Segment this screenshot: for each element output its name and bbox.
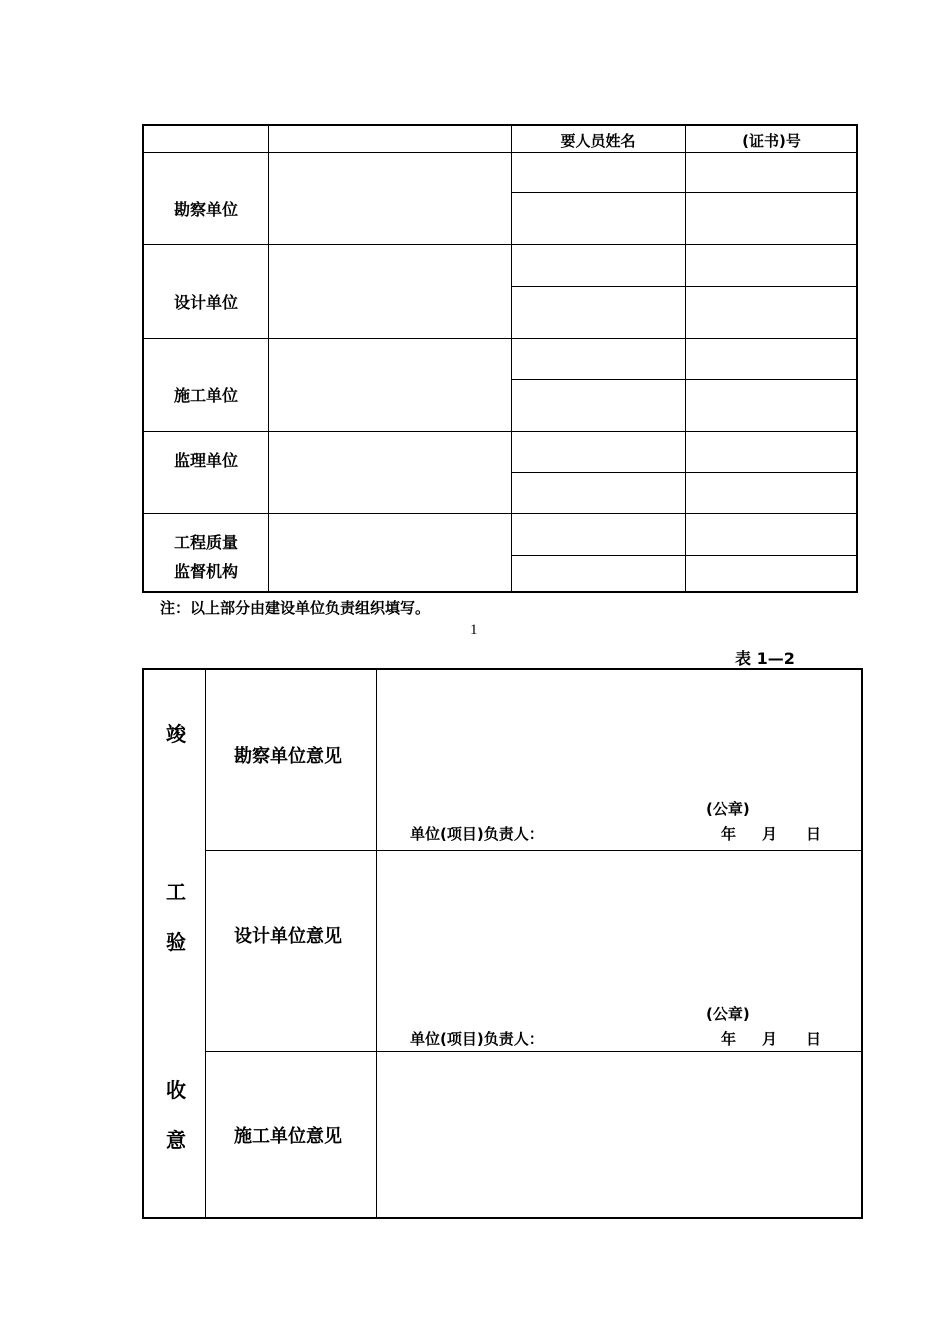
year-label: 年 xyxy=(721,1030,737,1048)
responsible-person-label: 单位(项目)负责人： xyxy=(410,825,544,843)
page-number: 1 xyxy=(470,622,478,638)
col-divider xyxy=(685,126,686,591)
month-label: 月 xyxy=(762,825,778,843)
day-label: 日 xyxy=(806,825,822,843)
survey-opinion-label: 勘察单位意见 xyxy=(234,746,342,767)
unit-survey: 勘察单位 xyxy=(173,200,238,219)
unit-quality-line2: 监督机构 xyxy=(173,562,238,581)
row-divider xyxy=(205,1051,861,1052)
unit-construction: 施工单位 xyxy=(173,386,238,405)
row-divider xyxy=(144,513,856,514)
seal-label: (公章) xyxy=(706,1005,750,1023)
row-divider xyxy=(144,152,856,153)
row-divider xyxy=(205,850,861,851)
side-char-1: 竣 xyxy=(166,722,186,746)
side-char-3: 验 xyxy=(166,930,186,954)
subrow-divider xyxy=(511,379,856,380)
col-divider xyxy=(205,670,206,1217)
unit-design: 设计单位 xyxy=(173,293,238,312)
seal-label: (公章) xyxy=(706,800,750,818)
col-divider xyxy=(376,670,377,1217)
table-label: 表 1—2 xyxy=(735,649,795,668)
construction-opinion-label: 施工单位意见 xyxy=(234,1126,342,1147)
personnel-table xyxy=(142,124,858,593)
subrow-divider xyxy=(511,555,856,556)
unit-supervision: 监理单位 xyxy=(173,451,238,470)
row-divider xyxy=(144,338,856,339)
header-staff-name: 要人员姓名 xyxy=(560,132,636,150)
design-opinion-label: 设计单位意见 xyxy=(234,926,342,947)
subrow-divider xyxy=(511,472,856,473)
col-divider xyxy=(511,126,512,591)
header-certificate-no: (证书)号 xyxy=(742,132,801,150)
responsible-person-label: 单位(项目)负责人： xyxy=(410,1030,544,1048)
unit-quality-line1: 工程质量 xyxy=(173,533,238,552)
day-label: 日 xyxy=(806,1030,822,1048)
side-char-2: 工 xyxy=(166,880,186,904)
acceptance-opinion-table xyxy=(142,668,863,1219)
side-char-4: 收 xyxy=(166,1078,186,1102)
row-divider xyxy=(144,244,856,245)
table-note: 注：以上部分由建设单位负责组织填写。 xyxy=(160,599,431,617)
month-label: 月 xyxy=(762,1030,778,1048)
row-divider xyxy=(144,431,856,432)
year-label: 年 xyxy=(721,825,737,843)
subrow-divider xyxy=(511,286,856,287)
subrow-divider xyxy=(511,192,856,193)
side-char-5: 意 xyxy=(166,1128,186,1152)
col-divider xyxy=(268,126,269,591)
